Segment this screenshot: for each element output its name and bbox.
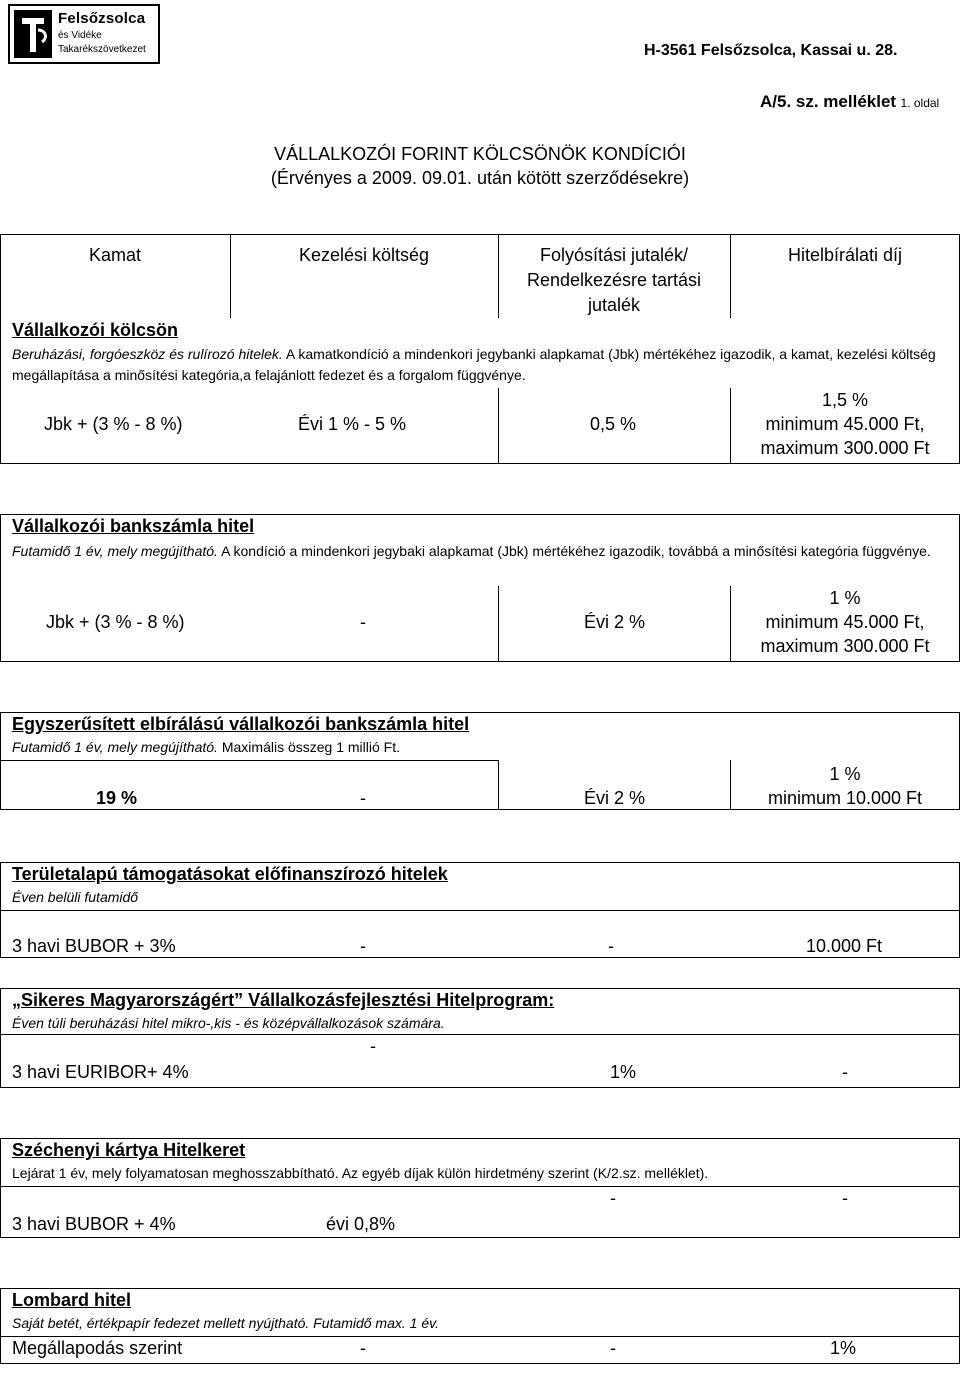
folyositasi-value: -: [608, 936, 614, 956]
kezelesi-value: évi 0,8%: [326, 1214, 396, 1234]
section-title-vallalkozoi-kolcson: Vállalkozói kölcsön: [12, 320, 179, 340]
hitelbiralati-value: -: [842, 1062, 848, 1082]
col-header-folyositasi-3: jutalék: [587, 295, 641, 315]
section-title-teruletalapu: Területalapú támogatásokat előfinanszírozó hitelek: [12, 864, 448, 884]
folyositasi-value: -: [610, 1338, 616, 1358]
hitelbiralati-value-2: minimum 45.000 Ft,: [765, 612, 925, 632]
col-header-folyositasi-1: Folyósítási jutalék/: [539, 245, 689, 265]
kamat-value: 3 havi EURIBOR+ 4%: [12, 1062, 189, 1082]
kezelesi-value: Évi 1 % - 5 %: [298, 414, 407, 434]
hitelbiralati-value-1: 1 %: [829, 764, 861, 784]
hitelbiralati-value-1: 1,5 %: [821, 390, 869, 410]
kamat-value: 19 %: [96, 788, 138, 808]
kezelesi-value: -: [360, 1338, 366, 1358]
desc-italic: Futamidő 1 év, mely megújítható.: [12, 739, 218, 755]
kezelesi-value: -: [360, 612, 366, 632]
kamat-value: 3 havi BUBOR + 3%: [12, 936, 176, 956]
desc-italic: Futamidő 1 év, mely megújítható.: [12, 543, 218, 559]
kamat-value: Megállapodás szerint: [12, 1338, 183, 1358]
folyositasi-value: -: [610, 1188, 616, 1208]
hitelbiralati-value-1: 1 %: [829, 588, 861, 608]
desc-text: A kamatkondíció a mindenkori jegybanki alapkamat (Jbk) mértékéhez igazodik, a kamat, kezelési költség megállapítása a minősítési kategória,a felajánlott fedezet és a forgalom függvénye.: [12, 346, 936, 383]
section-title-szechenyi-kartya: Széchenyi kártya Hitelkeret: [12, 1140, 246, 1160]
desc-text: Maximális összeg 1 millió Ft.: [217, 739, 400, 755]
folyositasi-value: Évi 2 %: [584, 788, 646, 808]
bank-logo: [8, 4, 160, 64]
kamat-value: Jbk + (3 % - 8 %): [44, 414, 183, 434]
hitelbiralati-value: 1%: [830, 1338, 857, 1358]
annex-number: A/5. sz. melléklet: [760, 92, 897, 111]
folyositasi-value: 1%: [610, 1062, 637, 1082]
hitelbiralati-value: 10.000 Ft: [806, 936, 883, 956]
page-subtitle: (Érvényes a 2009. 09.01. után kötött szerződésekre): [270, 168, 690, 188]
page-number: 1. oldal: [900, 96, 940, 110]
logo-subtitle-1: és Vidéke: [58, 30, 102, 41]
desc-italic: Beruházási, forgóeszköz és rulírozó hitelek.: [12, 346, 283, 362]
section-title-egyszerusitett: Egyszerűsített elbírálású vállalkozói bankszámla hitel: [12, 714, 470, 734]
hitelbiralati-value-3: maximum 300.000 Ft: [760, 636, 930, 656]
col-header-hitelbiralati: Hitelbírálati díj: [787, 245, 903, 265]
section-title-sikeres-magyarorszagert: „Sikeres Magyarországért” Vállalkozásfejlesztési Hitelprogram:: [12, 990, 555, 1010]
folyositasi-value: Évi 2 %: [584, 612, 646, 632]
section-desc-bankszamla-hitel: [12, 541, 947, 562]
desc-text: A kondíció a mindenkori jegybaki alapkamat (Jbk) mértékéhez igazodik, továbbá a minősítési kategória függvénye.: [217, 543, 931, 559]
logo-subtitle-2: Takarékszövetkezet: [58, 44, 146, 55]
col-header-folyositasi-2: Rendelkezésre tartási: [526, 270, 702, 290]
kezelesi-value: -: [360, 936, 366, 956]
folyositasi-value: 0,5 %: [590, 414, 637, 434]
section-desc-szechenyi-kartya: Lejárat 1 év, mely folyamatosan meghosszabbítható. Az egyéb díjak külön hirdetmény szerint (K/2.sz. melléklet).: [12, 1165, 709, 1181]
section-desc-lombard-hitel: Saját betét, értékpapír fedezet mellett nyújtható. Futamidő max. 1 év.: [12, 1315, 439, 1331]
hitelbiralati-value-3: maximum 300.000 Ft: [760, 438, 930, 458]
hitelbiralati-value-2: minimum 45.000 Ft,: [765, 414, 925, 434]
section-title-lombard-hitel: Lombard hitel: [12, 1290, 132, 1310]
section-title-bankszamla-hitel: Vállalkozói bankszámla hitel: [12, 516, 255, 536]
section-desc-egyszerusitett: [12, 739, 947, 755]
col-header-kamat: Kamat: [88, 245, 142, 265]
kamat-value: 3 havi BUBOR + 4%: [12, 1214, 176, 1234]
hitelbiralati-value-2: minimum 10.000 Ft: [767, 788, 923, 808]
page-title: VÁLLALKOZÓI FORINT KÖLCSÖNÖK KONDÍCIÓI: [274, 144, 686, 164]
bank-address: H-3561 Felsőzsolca, Kassai u. 28.: [644, 42, 898, 59]
section-desc-vallalkozoi-kolcson: [12, 344, 947, 386]
section-desc-teruletalapu: Éven belüli futamidő: [12, 889, 139, 905]
kamat-value: Jbk + (3 % - 8 %): [46, 612, 185, 632]
hitelbiralati-value: -: [842, 1188, 848, 1208]
kezelesi-value: -: [370, 1036, 376, 1056]
col-header-kezelesi: Kezelési költség: [298, 245, 430, 265]
annex-label: [760, 92, 939, 112]
kezelesi-value: -: [360, 788, 366, 808]
section-desc-sikeres-magyarorszagert: Éven túli beruházási hitel mikro-,kis - és középvállalkozások számára.: [12, 1015, 445, 1031]
logo-name: Felsőzsolca: [58, 10, 146, 27]
